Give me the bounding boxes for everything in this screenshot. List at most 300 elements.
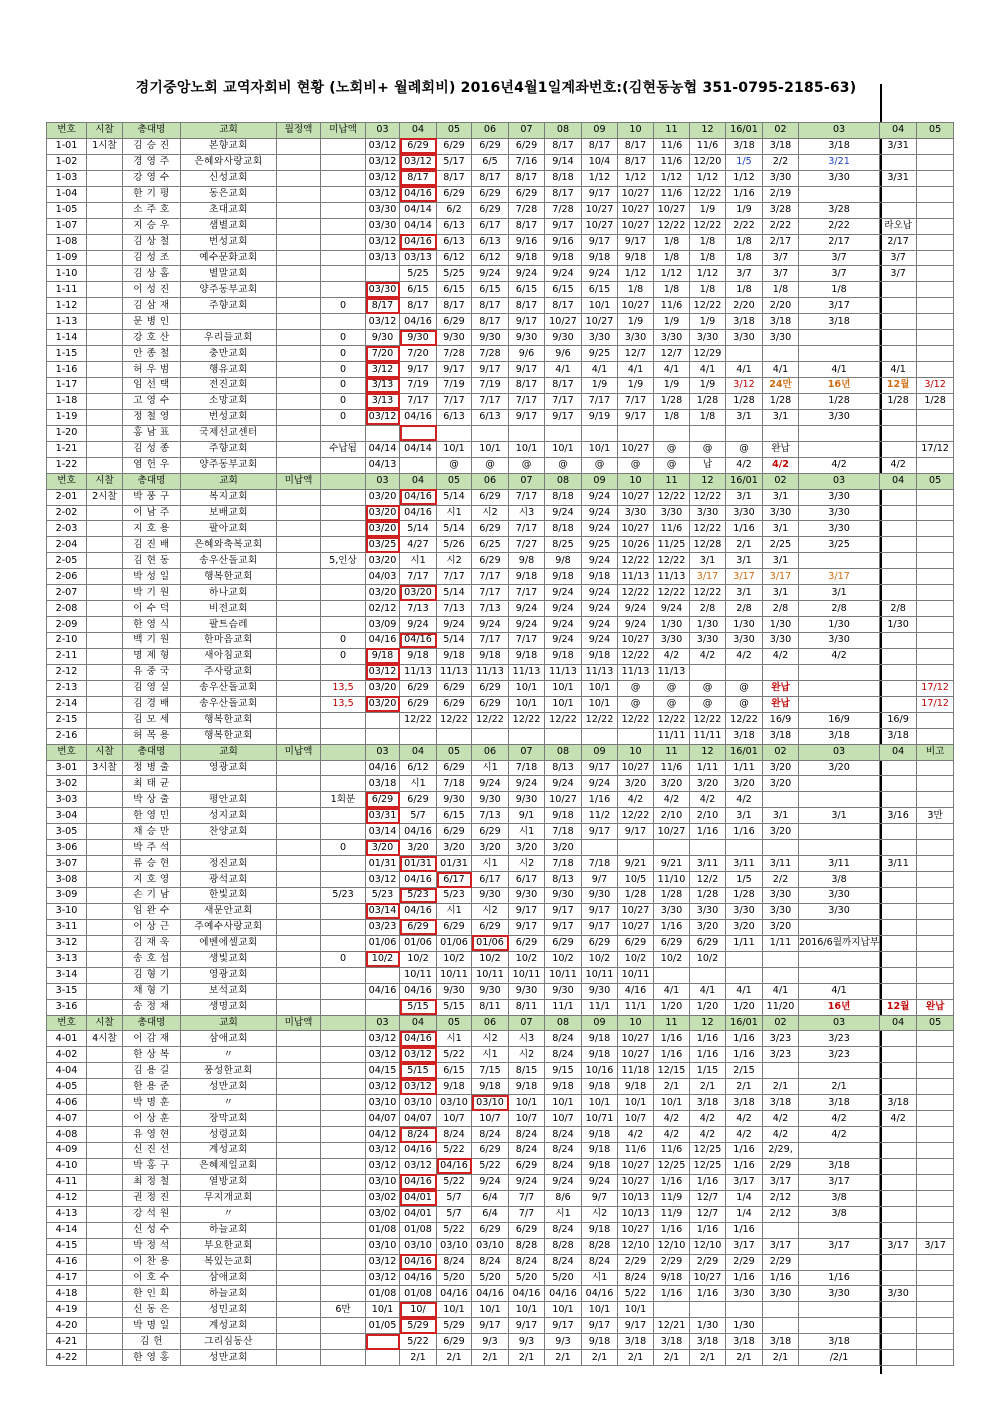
table-cell: 10/1 (582, 298, 618, 314)
table-cell: 2/17 (763, 234, 799, 250)
column-header: 총대명 (123, 123, 181, 139)
table-cell (321, 872, 366, 888)
table-cell: 5/7 (437, 1190, 472, 1206)
table-cell: 홍 남 표 (123, 425, 181, 441)
table-row (47, 903, 954, 919)
table-cell: 8/24 (545, 1158, 582, 1174)
table-cell: 9/24 (509, 1174, 545, 1190)
table-cell (726, 664, 763, 680)
table-cell (917, 1190, 954, 1206)
table-cell (690, 967, 726, 983)
table-cell: 03/23 (366, 919, 400, 935)
table-cell: 1-15 (47, 346, 87, 362)
table-cell: 11/1 (545, 999, 582, 1015)
table-cell: 3/11 (880, 856, 917, 872)
table-cell: 9/17 (582, 919, 618, 935)
table-cell: 9/17 (618, 1318, 654, 1334)
table-cell: 3/23 (763, 1047, 799, 1063)
table-cell: 1/16 (726, 521, 763, 537)
table-cell: 12/22 (654, 553, 690, 569)
table-cell (917, 967, 954, 983)
table-cell: 9/17 (509, 314, 545, 330)
table-cell: 9/24 (509, 776, 545, 792)
table-cell: 4-05 (47, 1079, 87, 1095)
table-cell (87, 712, 123, 728)
table-cell (321, 1190, 366, 1206)
table-cell: 4/2 (726, 1111, 763, 1127)
table-cell (277, 266, 321, 282)
table-cell (917, 1318, 954, 1334)
table-cell: 9/17 (582, 903, 618, 919)
table-cell: 김 성 조 (123, 250, 181, 266)
table-cell: 12/21 (654, 1318, 690, 1334)
table-cell: 2/29, (763, 1143, 799, 1159)
table-cell: 3/30 (799, 1286, 880, 1302)
table-cell (799, 792, 880, 808)
table-cell: 6/12 (400, 760, 437, 776)
table-cell (87, 1079, 123, 1095)
table-cell (321, 664, 366, 680)
table-cell: 9/17 (437, 362, 472, 378)
table-cell (87, 664, 123, 680)
table-row (47, 314, 954, 330)
table-cell: 한 인 희 (123, 1286, 181, 1302)
table-cell: 8/24 (472, 1254, 509, 1270)
table-cell: 3/30 (799, 409, 880, 425)
table-cell: 시1 (545, 1206, 582, 1222)
table-cell (917, 218, 954, 234)
table-cell: 8/11 (472, 999, 509, 1015)
table-cell: 12/7 (654, 346, 690, 362)
table-cell (917, 346, 954, 362)
table-cell: 5/14 (437, 633, 472, 649)
table-cell: 1/11 (726, 935, 763, 951)
table-cell (277, 1174, 321, 1190)
table-cell (321, 457, 366, 473)
table-cell: 1/12 (654, 170, 690, 186)
table-cell: 10/1 (545, 680, 582, 696)
table-cell: 3/18 (799, 138, 880, 154)
table-cell: 1/16 (654, 1222, 690, 1238)
table-cell: 9/18 (582, 1222, 618, 1238)
table-cell: 01/31 (400, 856, 437, 872)
table-cell: 3/18 (799, 314, 880, 330)
table-cell: 16/9 (880, 712, 917, 728)
table-cell (277, 617, 321, 633)
table-cell: 1/30 (726, 1318, 763, 1334)
table-cell: 3-09 (47, 888, 87, 904)
table-cell: 6/29 (437, 1334, 472, 1350)
table-cell (880, 346, 917, 362)
table-cell (726, 840, 763, 856)
table-cell (880, 935, 917, 951)
table-cell (917, 537, 954, 553)
table-cell (880, 1063, 917, 1079)
table-cell: 김 상 홈 (123, 266, 181, 282)
table-cell (277, 585, 321, 601)
table-cell (321, 903, 366, 919)
table-cell: 1/9 (726, 202, 763, 218)
table-cell: 10/27 (618, 441, 654, 457)
table-cell: 12/10 (690, 1238, 726, 1254)
table-cell: 8/17 (366, 298, 400, 314)
table-cell: 2/17 (880, 234, 917, 250)
table-cell: 완납 (763, 680, 799, 696)
table-cell (726, 425, 763, 441)
table-cell: 3/20 (509, 840, 545, 856)
table-cell (277, 1270, 321, 1286)
table-cell: 11/2 (582, 808, 618, 824)
table-cell: 9/24 (582, 633, 618, 649)
column-header: 11 (654, 473, 690, 489)
table-cell: 충만교회 (181, 346, 277, 362)
table-cell: 10/11 (400, 967, 437, 983)
table-cell: 03/10 (366, 1238, 400, 1254)
table-cell: /2/1 (799, 1350, 880, 1366)
table-cell (321, 1063, 366, 1079)
table-cell (799, 967, 880, 983)
table-cell (437, 728, 472, 744)
table-cell: 01/31 (437, 856, 472, 872)
table-cell: 1/30 (763, 617, 799, 633)
table-row (47, 1350, 954, 1366)
table-cell: 1-10 (47, 266, 87, 282)
table-cell (917, 856, 954, 872)
table-cell (181, 314, 277, 330)
table-cell: 한 영 홍 (123, 1350, 181, 1366)
table-cell: 7/17 (509, 393, 545, 409)
table-cell: 7/18 (437, 776, 472, 792)
table-cell: 2-02 (47, 505, 87, 521)
table-cell (321, 856, 366, 872)
table-cell: 9/24 (545, 1174, 582, 1190)
table-cell: 5/22 (618, 1286, 654, 1302)
table-cell: 4/1 (618, 362, 654, 378)
table-cell: 0 (321, 393, 366, 409)
table-cell: 9/18 (582, 1079, 618, 1095)
table-cell (277, 282, 321, 298)
table-cell: 3/1 (763, 808, 799, 824)
table-cell: 3/1 (726, 553, 763, 569)
table-cell: 10/1 (509, 696, 545, 712)
table-cell (799, 696, 880, 712)
table-cell (87, 441, 123, 457)
table-cell (880, 154, 917, 170)
table-cell: 1회분 (321, 792, 366, 808)
table-cell: 10/7 (437, 1111, 472, 1127)
table-cell: 1-13 (47, 314, 87, 330)
table-cell (366, 1350, 400, 1366)
table-cell: 7/18 (582, 856, 618, 872)
table-cell: 보배교회 (181, 505, 277, 521)
table-cell: 12/22 (618, 585, 654, 601)
table-cell: 9/3 (545, 1334, 582, 1350)
table-cell: 9/17 (509, 362, 545, 378)
table-cell: 3/18 (618, 1334, 654, 1350)
table-cell: 0 (321, 840, 366, 856)
table-cell (917, 505, 954, 521)
table-cell: 0 (321, 409, 366, 425)
table-cell (321, 489, 366, 505)
table-cell: 4/2 (799, 457, 880, 473)
table-cell: 2/1 (545, 1350, 582, 1366)
table-cell: 4/1 (545, 362, 582, 378)
table-cell: 팔트슴레 (181, 617, 277, 633)
table-cell: 별말교회 (181, 266, 277, 282)
table-cell: 3/30 (799, 903, 880, 919)
table-cell: 9/30 (437, 792, 472, 808)
column-header: 번호 (47, 123, 87, 139)
table-cell: 3/12 (726, 378, 763, 394)
table-row (47, 633, 954, 649)
table-cell: 국제선교센터 (181, 425, 277, 441)
table-cell: 8/24 (509, 1254, 545, 1270)
table-cell: 3/18 (726, 1334, 763, 1350)
table-cell: 비전교회 (181, 601, 277, 617)
table-cell (87, 266, 123, 282)
table-cell (917, 330, 954, 346)
column-header: 05 (437, 473, 472, 489)
table-cell: 11/25 (654, 537, 690, 553)
table-cell: 10/1 (545, 696, 582, 712)
table-cell: 9/30 (472, 330, 509, 346)
table-cell: 3/16 (880, 808, 917, 824)
table-cell: 1-08 (47, 234, 87, 250)
table-cell: 10/1 (545, 1095, 582, 1111)
table-cell: 1/30 (690, 1318, 726, 1334)
table-cell: 3시찰 (87, 760, 123, 776)
table-cell (917, 1270, 954, 1286)
table-cell: 이 찬 용 (123, 1254, 181, 1270)
table-cell (917, 1158, 954, 1174)
table-cell (277, 1127, 321, 1143)
table-cell: 은혜와사랑교회 (181, 154, 277, 170)
table-cell (321, 919, 366, 935)
table-cell: 박 정 석 (123, 1238, 181, 1254)
table-cell: 4/2 (880, 457, 917, 473)
table-cell: 4/1 (799, 362, 880, 378)
table-cell: 김 성 종 (123, 441, 181, 457)
table-cell: 3-03 (47, 792, 87, 808)
table-row (47, 792, 954, 808)
table-cell (277, 872, 321, 888)
table-cell: 10/7 (472, 1111, 509, 1127)
table-cell (277, 409, 321, 425)
table-cell: 11/6 (654, 298, 690, 314)
table-cell: 완납 (917, 999, 954, 1015)
table-cell: 1/12 (618, 266, 654, 282)
table-cell: 3/30 (618, 505, 654, 521)
table-cell (277, 505, 321, 521)
table-cell: 3/13 (366, 378, 400, 394)
table-cell: 새문안교회 (181, 903, 277, 919)
table-cell: 3/30 (763, 633, 799, 649)
table-cell (277, 218, 321, 234)
table-cell (726, 1302, 763, 1318)
table-cell: 주향교회 (181, 441, 277, 457)
table-cell: 5/7 (437, 1206, 472, 1222)
table-cell: 03/30 (366, 282, 400, 298)
table-cell (799, 1063, 880, 1079)
table-cell: 5/22 (437, 1143, 472, 1159)
table-cell: 03/12 (366, 154, 400, 170)
table-cell: 3/1 (799, 808, 880, 824)
table-cell (917, 840, 954, 856)
table-cell (880, 983, 917, 999)
table-cell: 2/8 (880, 601, 917, 617)
table-cell (87, 1063, 123, 1079)
table-cell: 2/25 (763, 537, 799, 553)
table-cell (277, 728, 321, 744)
table-cell (87, 648, 123, 664)
table-cell: 1/12 (618, 170, 654, 186)
table-cell: 1/8 (690, 250, 726, 266)
table-cell: 9/30 (545, 888, 582, 904)
table-row (47, 967, 954, 983)
column-header: 번호 (47, 744, 87, 760)
column-header: 03 (799, 744, 880, 760)
table-cell (277, 1350, 321, 1366)
table-row (47, 1206, 954, 1222)
table-cell: 1/8 (654, 282, 690, 298)
table-row (47, 601, 954, 617)
table-cell: 12/20 (690, 154, 726, 170)
table-cell: 3/30 (654, 505, 690, 521)
table-cell: 9/24 (582, 617, 618, 633)
table-cell: 3/18 (690, 1095, 726, 1111)
table-cell: 9/17 (618, 234, 654, 250)
table-cell: 2/22 (763, 218, 799, 234)
table-cell (87, 585, 123, 601)
table-cell (87, 792, 123, 808)
table-cell (277, 346, 321, 362)
table-row (47, 617, 954, 633)
table-cell: 6/29 (509, 186, 545, 202)
table-cell: 03/14 (366, 824, 400, 840)
table-cell: 8/24 (472, 1127, 509, 1143)
table-cell: 하나교회 (181, 585, 277, 601)
table-cell (799, 553, 880, 569)
table-cell (277, 1222, 321, 1238)
table-cell: 7/27 (509, 537, 545, 553)
table-cell: 03/20 (366, 553, 400, 569)
table-cell: 9/18 (437, 648, 472, 664)
column-header: 06 (472, 473, 509, 489)
table-cell: 9/8 (545, 553, 582, 569)
table-cell: 11/1 (582, 999, 618, 1015)
table-cell: 1-21 (47, 441, 87, 457)
table-cell: 04/16 (366, 760, 400, 776)
table-cell: 1/8 (726, 234, 763, 250)
table-cell: 9/24 (618, 601, 654, 617)
table-cell: 신 진 선 (123, 1143, 181, 1159)
table-cell: 03/12 (366, 1143, 400, 1159)
table-cell: 7/17 (582, 393, 618, 409)
table-cell: 1/12 (690, 266, 726, 282)
table-cell: 4/27 (400, 537, 437, 553)
table-cell: 1-17 (47, 378, 87, 394)
table-cell: 2/10 (690, 808, 726, 824)
table-row (47, 1302, 954, 1318)
table-cell: 04/16 (545, 1286, 582, 1302)
table-cell: 6/2 (437, 202, 472, 218)
table-cell: 4/2 (690, 1127, 726, 1143)
table-cell: 8/17 (509, 218, 545, 234)
table-cell (917, 1286, 954, 1302)
column-header: 02 (763, 123, 799, 139)
table-cell: 8/17 (545, 378, 582, 394)
table-cell (321, 218, 366, 234)
table-cell: 양주동부교회 (181, 457, 277, 473)
table-cell: 7/17 (400, 393, 437, 409)
table-cell: 04/03 (366, 569, 400, 585)
table-cell: 신 성 수 (123, 1222, 181, 1238)
table-cell: 12/25 (690, 1143, 726, 1159)
table-cell: 04/16 (437, 1158, 472, 1174)
table-cell: 새아침교회 (181, 648, 277, 664)
table-cell (277, 1286, 321, 1302)
table-cell: 전진교회 (181, 378, 277, 394)
table-cell: 03/12 (400, 154, 437, 170)
table-cell: 03/20 (400, 585, 437, 601)
table-cell: 김 삼 재 (123, 298, 181, 314)
column-header: 시찰 (87, 123, 123, 139)
table-cell (690, 425, 726, 441)
table-cell: 6/29 (366, 792, 400, 808)
table-cell: 3/25 (799, 537, 880, 553)
table-cell (87, 1286, 123, 1302)
table-cell: 12/22 (509, 712, 545, 728)
table-cell: 16/9 (763, 712, 799, 728)
table-cell: 주예수사랑교회 (181, 919, 277, 935)
table-cell (277, 553, 321, 569)
column-header: 09 (582, 744, 618, 760)
table-cell: 03/20 (366, 696, 400, 712)
table-cell: 3/1 (726, 409, 763, 425)
table-cell: 3/23 (799, 1031, 880, 1047)
table-cell: 3/17 (799, 569, 880, 585)
table-cell: 1/11 (690, 760, 726, 776)
table-cell: 03/10 (400, 1238, 437, 1254)
table-cell: 9/24 (618, 617, 654, 633)
table-cell: 9/18 (654, 1270, 690, 1286)
table-cell: 12/25 (654, 1158, 690, 1174)
table-cell: 3/30 (690, 330, 726, 346)
table-cell: 9/30 (472, 792, 509, 808)
table-cell: 1/15 (690, 1063, 726, 1079)
table-cell: 수납됨 (321, 441, 366, 457)
table-cell (87, 298, 123, 314)
table-cell: 3/30 (799, 489, 880, 505)
table-cell: 3/8 (799, 872, 880, 888)
table-cell: 03/12 (366, 664, 400, 680)
table-cell: 10/1 (545, 1302, 582, 1318)
table-cell: @ (690, 441, 726, 457)
table-cell: 03/13 (366, 250, 400, 266)
table-cell: 시2 (509, 1047, 545, 1063)
table-cell: 송우산돌교회 (181, 680, 277, 696)
table-cell (799, 680, 880, 696)
table-cell: 10/27 (654, 202, 690, 218)
table-cell: 6/17 (509, 872, 545, 888)
table-cell: 6/29 (472, 521, 509, 537)
table-cell: 10/1 (582, 1302, 618, 1318)
table-cell: 9/30 (509, 330, 545, 346)
table-cell (880, 425, 917, 441)
table-cell: 10/1 (509, 1095, 545, 1111)
table-cell: 04/01 (400, 1190, 437, 1206)
table-cell (917, 457, 954, 473)
